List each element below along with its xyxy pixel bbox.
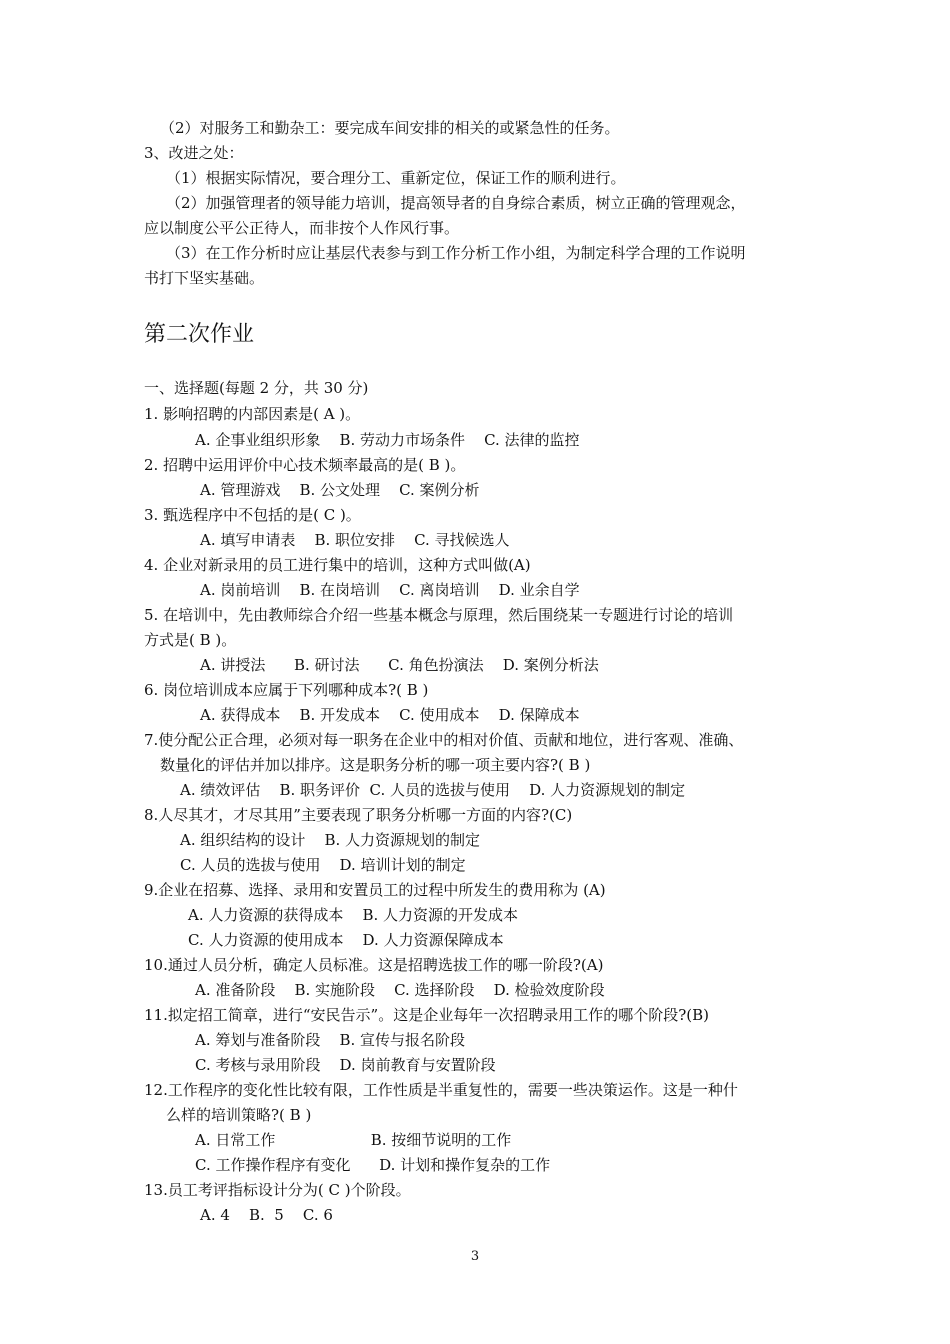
quiz-question: 11.拟定招工简章，进行“安民告示”。这是企业每年一次招聘录用工作的哪个阶段?(B) xyxy=(144,1006,709,1024)
quiz-question: 5. 在培训中，先由教师综合介绍一些基本概念与原理，然后围绕某一专题进行讨论的培训 xyxy=(144,606,734,624)
quiz-options: A. 绩效评估 B. 职务评价 C. 人员的选拔与使用 D. 人力资源规划的制定 xyxy=(180,781,686,799)
quiz-options: C. 工作操作程序有变化 D. 计划和操作复杂的工作 xyxy=(195,1156,551,1174)
quiz-question: 13.员工考评指标设计分为( C )个阶段。 xyxy=(144,1181,411,1199)
quiz-question: 9.企业在招募、选择、录用和安置员工的过程中所发生的费用称为 (A) xyxy=(144,881,606,899)
intro-line: 3、改进之处： xyxy=(144,144,244,162)
quiz-options: C. 人员的选拔与使用 D. 培训计划的制定 xyxy=(180,856,466,874)
quiz-options: A. 企事业组织形象 B. 劳动力市场条件 C. 法律的监控 xyxy=(195,431,580,449)
quiz-question: 2. 招聘中运用评价中心技术频率最高的是( B )。 xyxy=(144,456,466,474)
quiz-options: A. 4 B. 5 C. 6 xyxy=(200,1206,333,1224)
quiz-options: A. 填写申请表 B. 职位安排 C. 寻找候选人 xyxy=(200,531,510,549)
quiz-options: A. 筹划与准备阶段 B. 宣传与报名阶段 xyxy=(195,1031,466,1049)
quiz-question-cont: 方式是( B )。 xyxy=(144,631,237,649)
quiz-question: 8.人尽其才，才尽其用”主要表现了职务分析哪一方面的内容?(C) xyxy=(144,806,573,824)
quiz-options: C. 人力资源的使用成本 D. 人力资源保障成本 xyxy=(188,931,504,949)
quiz-options: A. 人力资源的获得成本 B. 人力资源的开发成本 xyxy=(188,906,519,924)
quiz-options: C. 考核与录用阶段 D. 岗前教育与安置阶段 xyxy=(195,1056,496,1074)
intro-line: （3）在工作分析时应让基层代表参与到工作分析工作小组，为制定科学合理的工作说明 xyxy=(166,244,746,262)
quiz-options: A. 讲授法 B. 研讨法 C. 角色扮演法 D. 案例分析法 xyxy=(200,656,599,674)
quiz-question: 1. 影响招聘的内部因素是( A )。 xyxy=(144,405,361,423)
intro-line: 书打下坚实基础。 xyxy=(144,269,265,287)
quiz-question: 10.通过人员分析，确定人员标准。这是招聘选拔工作的哪一阶段?(A) xyxy=(144,956,604,974)
quiz-options: A. 日常工作 B. 按细节说明的工作 xyxy=(195,1131,512,1149)
quiz-options: A. 获得成本 B. 开发成本 C. 使用成本 D. 保障成本 xyxy=(200,706,580,724)
section-title: 第二次作业 xyxy=(144,322,255,347)
quiz-options: A. 组织结构的设计 B. 人力资源规划的制定 xyxy=(180,831,481,849)
intro-line: 应以制度公平公正待人，而非按个人作风行事。 xyxy=(144,219,460,237)
intro-line: （2）加强管理者的领导能力培训，提高领导者的自身综合素质，树立正确的管理观念， xyxy=(166,194,746,212)
intro-line: （1）根据实际情况，要合理分工、重新定位，保证工作的顺利进行。 xyxy=(166,169,626,187)
quiz-question: 6. 岗位培训成本应属于下列哪种成本?( B ) xyxy=(144,681,429,699)
quiz-question: 7.使分配公正合理，必须对每一职务在企业中的相对价值、贡献和地位，进行客观、准确、 xyxy=(144,731,744,749)
quiz-question: 3. 甄选程序中不包括的是( C )。 xyxy=(144,506,361,524)
quiz-options: A. 管理游戏 B. 公文处理 C. 案例分析 xyxy=(200,481,480,499)
quiz-heading: 一、选择题(每题 2 分，共 30 分) xyxy=(144,379,369,397)
quiz-question: 12.工作程序的变化性比较有限，工作性质是半重复性的，需要一些决策运作。这是一种什 xyxy=(144,1081,738,1099)
quiz-question-cont: 么样的培训策略?( B ) xyxy=(166,1106,312,1124)
quiz-question: 4. 企业对新录用的员工进行集中的培训，这种方式叫做(A) xyxy=(144,556,531,574)
page-number: 3 xyxy=(470,1249,480,1264)
quiz-options: A. 岗前培训 B. 在岗培训 C. 离岗培训 D. 业余自学 xyxy=(200,581,580,599)
intro-line: （2）对服务工和勤杂工：要完成车间安排的相关的或紧急性的任务。 xyxy=(160,119,620,137)
quiz-options: A. 准备阶段 B. 实施阶段 C. 选择阶段 D. 检验效度阶段 xyxy=(195,981,605,999)
quiz-question-cont: 数量化的评估并加以排序。这是职务分析的哪一项主要内容?( B ) xyxy=(160,756,591,774)
